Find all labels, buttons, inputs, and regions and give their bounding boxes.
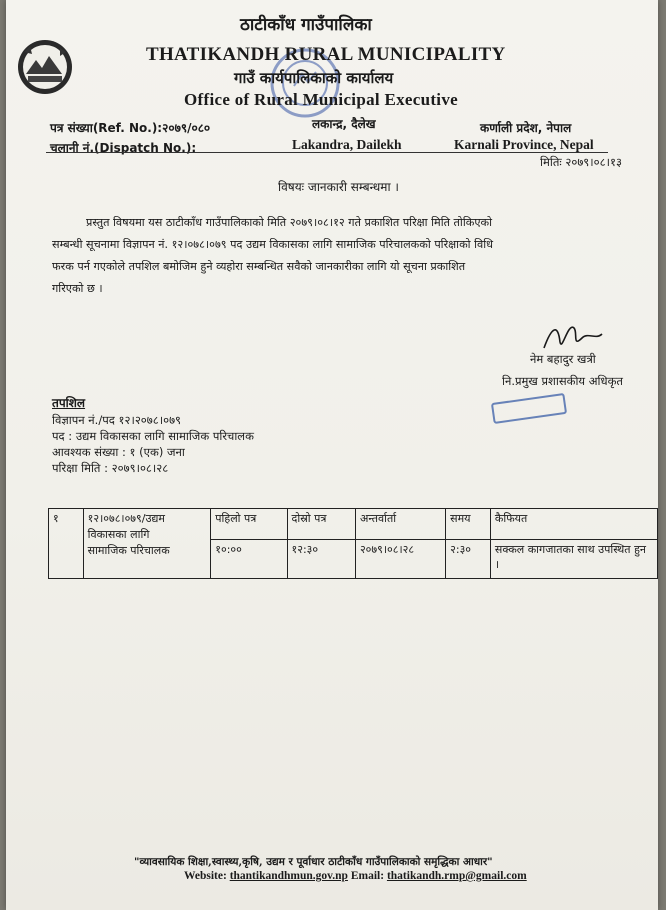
website-label: Website: [184, 870, 227, 882]
details-heading: तपशिल [52, 396, 86, 410]
value-remarks: सक्कल कागजातका साथ उपस्थित हुन । [490, 540, 657, 579]
letter-date: मितिः २०७९।०८।१३ [540, 155, 622, 169]
table-post-line3: सामाजिक परिचालक [87, 544, 170, 557]
body-line-4: गरिएको छ । [52, 282, 103, 295]
details-post: पद : उद्यम विकासका लागि सामाजिक परिचालक [52, 429, 254, 443]
exam-schedule-table [48, 508, 658, 579]
header-second-paper: दोस्रो पत्र [287, 509, 355, 540]
table-post-line1: १२।०७८।०७९/उद्यम [87, 512, 165, 525]
table-sn: १ [49, 509, 84, 579]
header-divider [46, 152, 608, 153]
province-en: Karnali Province, Nepal [454, 137, 594, 152]
body-line-2: सम्बन्धी सूचनामा विज्ञापन नं. १२।०७८।०७९ पद उद्यम विकासका लागि सामाजिक परिचालकको परिक्षाको विधि [52, 238, 494, 251]
website-link[interactable]: thantikandhmun.gov.np [229, 870, 348, 882]
province-np: कर्णाली प्रदेश, नेपाल [480, 121, 572, 135]
location-np: लकान्द्र, दैलेख [312, 117, 376, 131]
details-ad-no: विज्ञापन नं./पद १२।२०७८।०७९ [52, 413, 182, 427]
value-first-paper: १०:०० [211, 540, 287, 579]
footer-motto: "व्यावसायिक शिक्षा,स्वास्थ्य,कृषि, उद्यम र पूर्वाधार ठाटीकाँध गाउँपालिकाको समृद्धिका आधार" [134, 856, 493, 868]
header-remarks: कैफियत [490, 509, 657, 540]
office-title-np: गाउँ कार्यपालिकाको कार्यालय [234, 69, 394, 87]
value-second-paper: १२:३० [287, 540, 355, 579]
office-title-en: Office of Rural Municipal Executive [184, 90, 458, 109]
municipality-title-en: THATIKANDH RURAL MUNICIPALITY [146, 44, 506, 65]
dispatch-number: चलानी नं.(Dispatch No.): [50, 141, 197, 155]
subject-line: विषयः जानकारी सम्बन्धमा । [278, 180, 399, 194]
signatory-title: नि.प्रमुख प्रशासकीय अधिकृत [502, 374, 623, 388]
municipality-title-np: ठाटीकाँध गाउँपालिका [240, 15, 372, 35]
details-exam-date: परिक्षा मिति : २०७९।०८।२८ [52, 461, 169, 475]
approval-stamp [491, 393, 567, 424]
value-interview: २०७९।०८।२८ [355, 540, 445, 579]
table-post [83, 509, 211, 579]
header-time: समय [446, 509, 491, 540]
nepal-emblem-icon [16, 38, 74, 96]
location-en: Lakandra, Dailekh [292, 137, 402, 152]
header-interview: अन्तर्वार्ता [355, 509, 445, 540]
signatory-name: नेम बहादुर खत्री [530, 352, 596, 366]
body-line-3: फरक पर्न गएकोले तपशिल बमोजिम हुने व्यहोरा सम्बन्धित सवैको जानकारीका लागि यो सूचना प्रकाशित [52, 260, 466, 273]
footer-contact [184, 870, 527, 882]
ref-number: पत्र संख्या(Ref. No.):२०७९/०८० [50, 121, 211, 135]
email-link[interactable]: thatikandh.rmp@gmail.com [386, 870, 527, 882]
details-required: आवश्यक संख्या : १ (एक) जना [52, 445, 185, 459]
header-first-paper: पहिलो पत्र [211, 509, 287, 540]
email-label: Email: [350, 870, 385, 882]
value-time: २:३० [446, 540, 491, 579]
body-line-1: प्रस्तुत विषयमा यस ठाटीकाँध गाउँपालिकाको मिति २०७९।०८।१२ गते प्रकाशित परिक्षा मिति तोकिएको [86, 216, 492, 229]
letter-page [6, 0, 658, 910]
table-post-line2: विकासका लागि [87, 528, 150, 541]
